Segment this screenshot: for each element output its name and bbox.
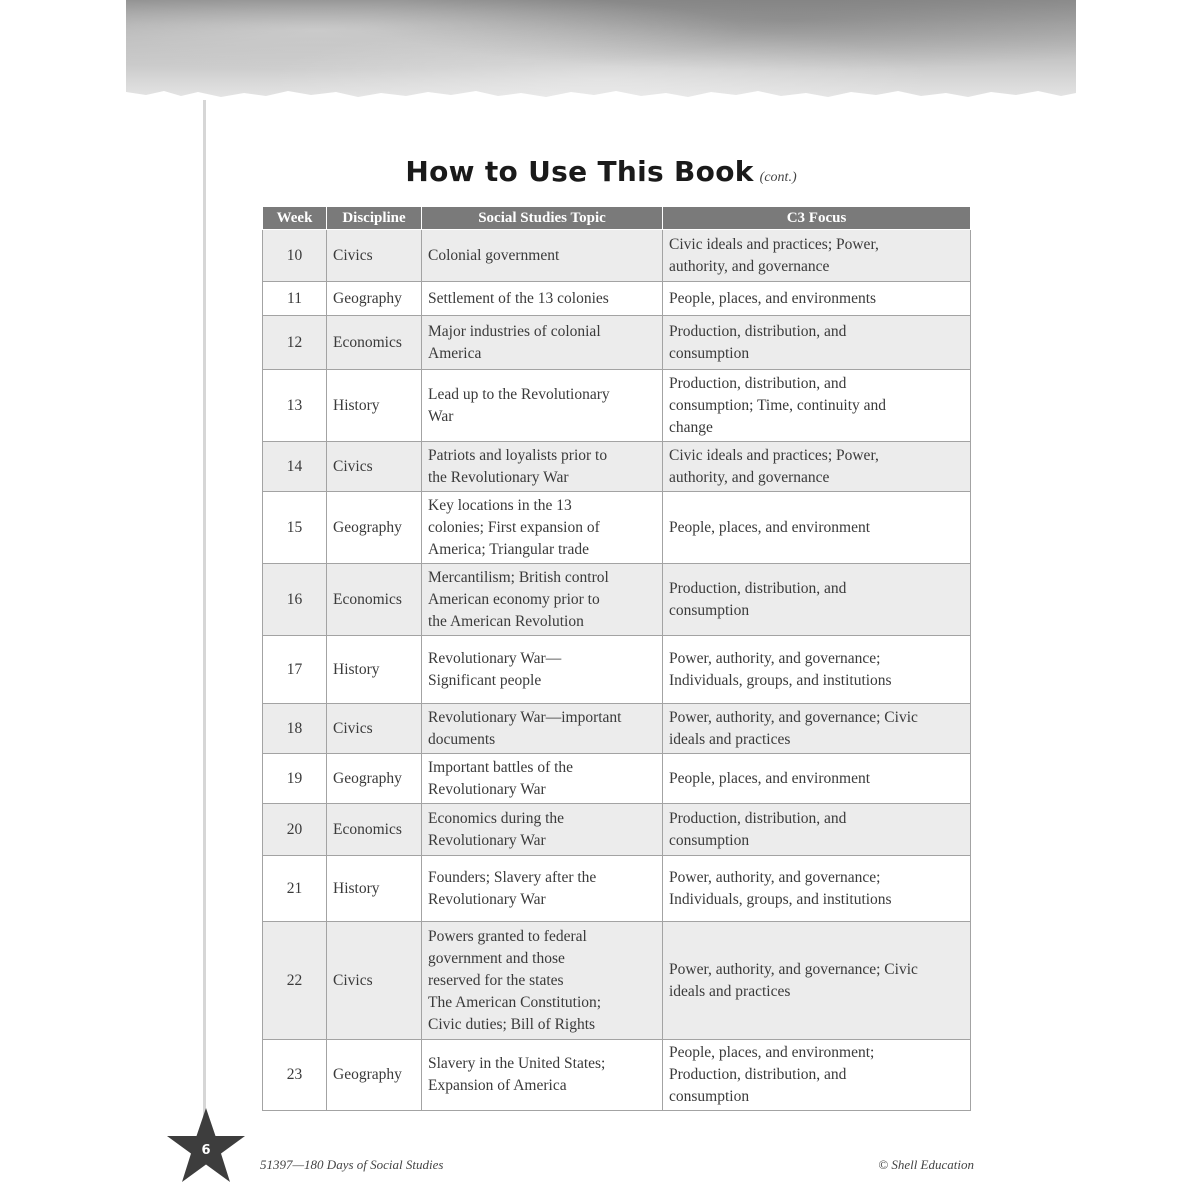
discipline-cell: Civics <box>327 704 422 754</box>
focus-line: consumption <box>669 344 750 362</box>
week-cell: 20 <box>263 804 327 856</box>
discipline-cell: Economics <box>327 316 422 370</box>
topic-cell <box>422 282 663 316</box>
table-header-row <box>263 207 971 230</box>
focus-cell <box>663 316 971 370</box>
header-topic: Social Studies Topic <box>422 207 663 230</box>
focus-cell <box>663 922 971 1040</box>
focus-cell <box>663 1040 971 1111</box>
table-row <box>263 922 971 1040</box>
topic-cell <box>422 316 663 370</box>
focus-cell <box>663 754 971 804</box>
topic-line: Significant people <box>428 671 542 689</box>
focus-line: consumption; Time, continuity and <box>669 396 887 414</box>
focus-line: People, places, and environments <box>669 289 877 307</box>
focus-line: Civic ideals and practices; Power, <box>669 235 879 253</box>
focus-line: Individuals, groups, and institutions <box>669 890 892 908</box>
topic-line: Economics during the <box>428 809 565 827</box>
focus-line: Individuals, groups, and institutions <box>669 671 892 689</box>
week-cell: 12 <box>263 316 327 370</box>
topic-line: Mercantilism; British control <box>428 568 609 586</box>
table-row <box>263 230 971 282</box>
week-cell: 16 <box>263 564 327 636</box>
topic-line: Revolutionary War—important <box>428 708 622 726</box>
week-cell: 22 <box>263 922 327 1040</box>
topic-line: Key locations in the 13 <box>428 496 572 514</box>
focus-line: change <box>669 418 713 436</box>
focus-line: Production, distribution, and <box>669 322 847 340</box>
discipline-cell: Geography <box>327 1040 422 1111</box>
week-cell: 21 <box>263 856 327 922</box>
focus-line: consumption <box>669 831 750 849</box>
table-row <box>263 282 971 316</box>
topic-cell <box>422 922 663 1040</box>
focus-line: Power, authority, and governance; Civic <box>669 708 918 726</box>
page-number-star-icon <box>166 1106 246 1186</box>
topic-line: America <box>428 344 482 362</box>
focus-cell <box>663 230 971 282</box>
topic-cell <box>422 754 663 804</box>
week-cell: 10 <box>263 230 327 282</box>
discipline-cell: History <box>327 370 422 442</box>
focus-line: Civic ideals and practices; Power, <box>669 446 879 464</box>
weekly-schedule-table <box>262 206 971 1111</box>
title-block <box>126 155 1076 188</box>
topic-cell <box>422 564 663 636</box>
topic-line: America; Triangular trade <box>428 540 589 558</box>
focus-line: Production, distribution, and <box>669 374 847 392</box>
topic-line: Settlement of the 13 colonies <box>428 289 609 307</box>
table-row <box>263 856 971 922</box>
topic-line: the Revolutionary War <box>428 468 569 486</box>
focus-cell <box>663 856 971 922</box>
focus-line: consumption <box>669 601 750 619</box>
topic-cell <box>422 1040 663 1111</box>
topic-line: documents <box>428 730 496 748</box>
week-cell: 23 <box>263 1040 327 1111</box>
topic-line: Major industries of colonial <box>428 322 601 340</box>
header-week: Week <box>263 207 327 230</box>
focus-line: Production, distribution, and <box>669 579 847 597</box>
page-number: 6 <box>201 1143 211 1158</box>
focus-line: Production, distribution, and <box>669 809 847 827</box>
discipline-cell: Geography <box>327 492 422 564</box>
week-cell: 15 <box>263 492 327 564</box>
topic-line: Revolutionary War <box>428 831 546 849</box>
focus-line: authority, and governance <box>669 257 830 275</box>
topic-line: Patriots and loyalists prior to <box>428 446 608 464</box>
table-row <box>263 316 971 370</box>
topic-cell <box>422 804 663 856</box>
margin-rule <box>203 100 206 1130</box>
table-body <box>263 230 971 1111</box>
header-banner <box>126 0 1076 100</box>
discipline-cell: Civics <box>327 230 422 282</box>
focus-line: Production, distribution, and <box>669 1066 847 1083</box>
week-cell: 18 <box>263 704 327 754</box>
focus-line: authority, and governance <box>669 468 830 486</box>
topic-cell <box>422 636 663 704</box>
focus-cell <box>663 804 971 856</box>
topic-line: The American Constitution; <box>428 993 602 1011</box>
focus-cell <box>663 442 971 492</box>
week-cell: 13 <box>263 370 327 442</box>
title-note: (cont.) <box>759 170 797 185</box>
topic-line: Important battles of the <box>428 758 574 776</box>
focus-cell <box>663 564 971 636</box>
discipline-cell: History <box>327 636 422 704</box>
footer-book-title: 51397—180 Days of Social Studies <box>260 1157 444 1172</box>
discipline-cell: Economics <box>327 564 422 636</box>
week-cell: 19 <box>263 754 327 804</box>
discipline-cell: Economics <box>327 804 422 856</box>
topic-cell <box>422 442 663 492</box>
topic-line: Powers granted to federal <box>428 927 587 945</box>
topic-line: Revolutionary War <box>428 780 546 798</box>
focus-line: Power, authority, and governance; Civic <box>669 960 918 978</box>
header-focus: C3 Focus <box>663 207 971 230</box>
torn-edge <box>126 86 1076 106</box>
discipline-cell: Geography <box>327 282 422 316</box>
topic-line: government and those <box>428 949 565 967</box>
focus-cell <box>663 492 971 564</box>
table-row <box>263 704 971 754</box>
topic-line: Civic duties; Bill of Rights <box>428 1015 596 1033</box>
discipline-cell: History <box>327 856 422 922</box>
table-row <box>263 492 971 564</box>
focus-line: People, places, and environment <box>669 769 871 787</box>
table-row <box>263 1040 971 1111</box>
focus-line: ideals and practices <box>669 982 791 1000</box>
topic-line: colonies; First expansion of <box>428 518 600 536</box>
topic-line: Expansion of America <box>428 1077 567 1094</box>
table-row <box>263 636 971 704</box>
topic-line: Slavery in the United States; <box>428 1055 606 1072</box>
header-discipline: Discipline <box>327 207 422 230</box>
topic-line: Lead up to the Revolutionary <box>428 385 610 403</box>
topic-line: Revolutionary War <box>428 890 546 908</box>
focus-line: People, places, and environment; <box>669 1044 875 1061</box>
discipline-cell: Geography <box>327 754 422 804</box>
discipline-cell: Civics <box>327 922 422 1040</box>
page <box>126 0 1076 1200</box>
topic-line: War <box>428 407 454 425</box>
topic-line: the American Revolution <box>428 612 584 630</box>
topic-line: reserved for the states <box>428 971 564 989</box>
week-cell: 11 <box>263 282 327 316</box>
focus-cell <box>663 370 971 442</box>
table-row <box>263 442 971 492</box>
focus-cell <box>663 704 971 754</box>
week-cell: 14 <box>263 442 327 492</box>
focus-line: People, places, and environment <box>669 518 871 536</box>
page-title: How to Use This Book <box>405 155 754 188</box>
focus-cell <box>663 282 971 316</box>
focus-cell <box>663 636 971 704</box>
topic-cell <box>422 492 663 564</box>
topic-cell <box>422 370 663 442</box>
topic-line: Colonial government <box>428 246 560 264</box>
focus-line: Power, authority, and governance; <box>669 649 881 667</box>
table-row <box>263 564 971 636</box>
topic-cell <box>422 704 663 754</box>
topic-line: Founders; Slavery after the <box>428 868 597 886</box>
week-cell: 17 <box>263 636 327 704</box>
topic-line: Revolutionary War— <box>428 649 562 667</box>
discipline-cell: Civics <box>327 442 422 492</box>
table-row <box>263 754 971 804</box>
focus-line: Power, authority, and governance; <box>669 868 881 886</box>
focus-line: ideals and practices <box>669 730 791 748</box>
footer-publisher: © Shell Education <box>878 1157 974 1172</box>
table-row <box>263 804 971 856</box>
focus-line: consumption <box>669 1088 750 1105</box>
topic-line: American economy prior to <box>428 590 600 608</box>
topic-cell <box>422 230 663 282</box>
topic-cell <box>422 856 663 922</box>
table-row <box>263 370 971 442</box>
